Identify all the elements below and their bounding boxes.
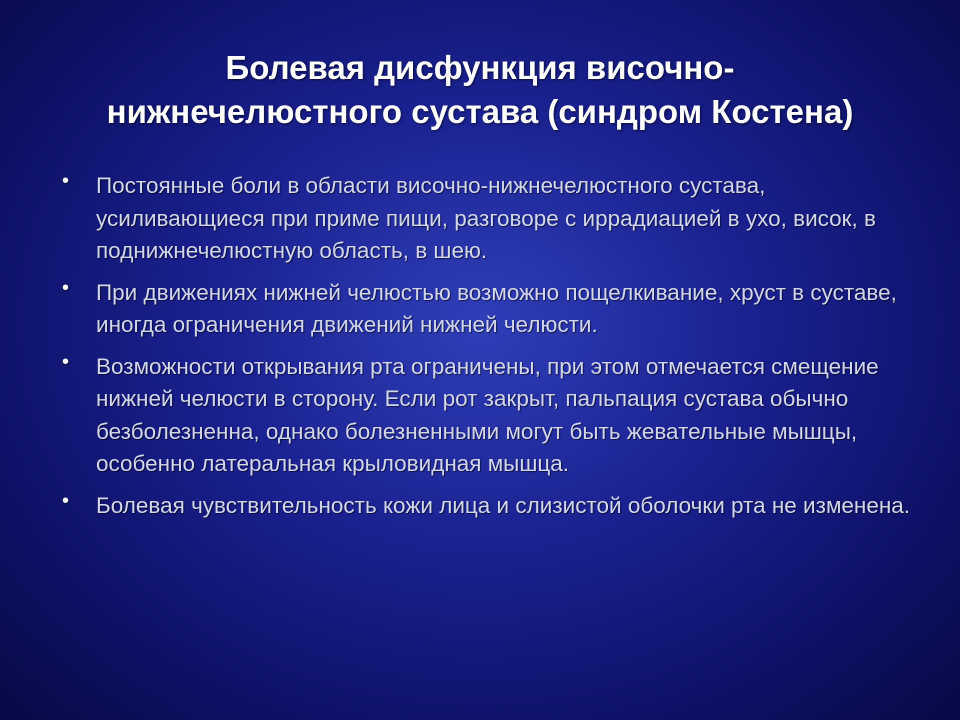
bullet-dot-icon: • <box>62 489 70 512</box>
bullet-text-1: Постоянные боли в области височно-нижнечелюстного сустава, усиливающиеся при приме пищи, разговоре с иррадиацией в ухо, висок, в поднижнечелюстную область, в шею. <box>96 173 876 263</box>
bullet-item-3 <box>62 351 912 481</box>
bullet-text-3: Возможности открывания рта ограничены, при этом отмечается смещение нижней челюсти в сторону. Если рот закрыт, пальпация сустава обычно безболезненна, однако болезненными могут быть жевательные мышцы, особенно латеральная крыловидная мышца. <box>96 353 879 476</box>
bullet-dot-icon: • <box>62 350 70 373</box>
bullet-item-4 <box>62 490 912 523</box>
slide-title <box>20 46 940 134</box>
bullet-item-1 <box>62 170 912 268</box>
bullet-dot-icon: • <box>62 170 70 192</box>
slide-title-line-2: нижнечелюстного сустава (синдром Костена) <box>106 93 854 130</box>
bullet-text-4: Болевая чувствительность кожи лица и слизистой оболочки рта не изменена. <box>96 492 911 518</box>
bullet-item-2 <box>62 277 912 342</box>
bullet-text-2: При движениях нижней челюстью возможно пощелкивание, хруст в суставе, иногда ограничения движений нижней челюсти. <box>96 279 897 337</box>
bullet-list <box>62 170 912 531</box>
bullet-dot-icon: • <box>62 276 70 299</box>
slide-title-line-1: Болевая дисфункция височно- <box>225 49 735 86</box>
